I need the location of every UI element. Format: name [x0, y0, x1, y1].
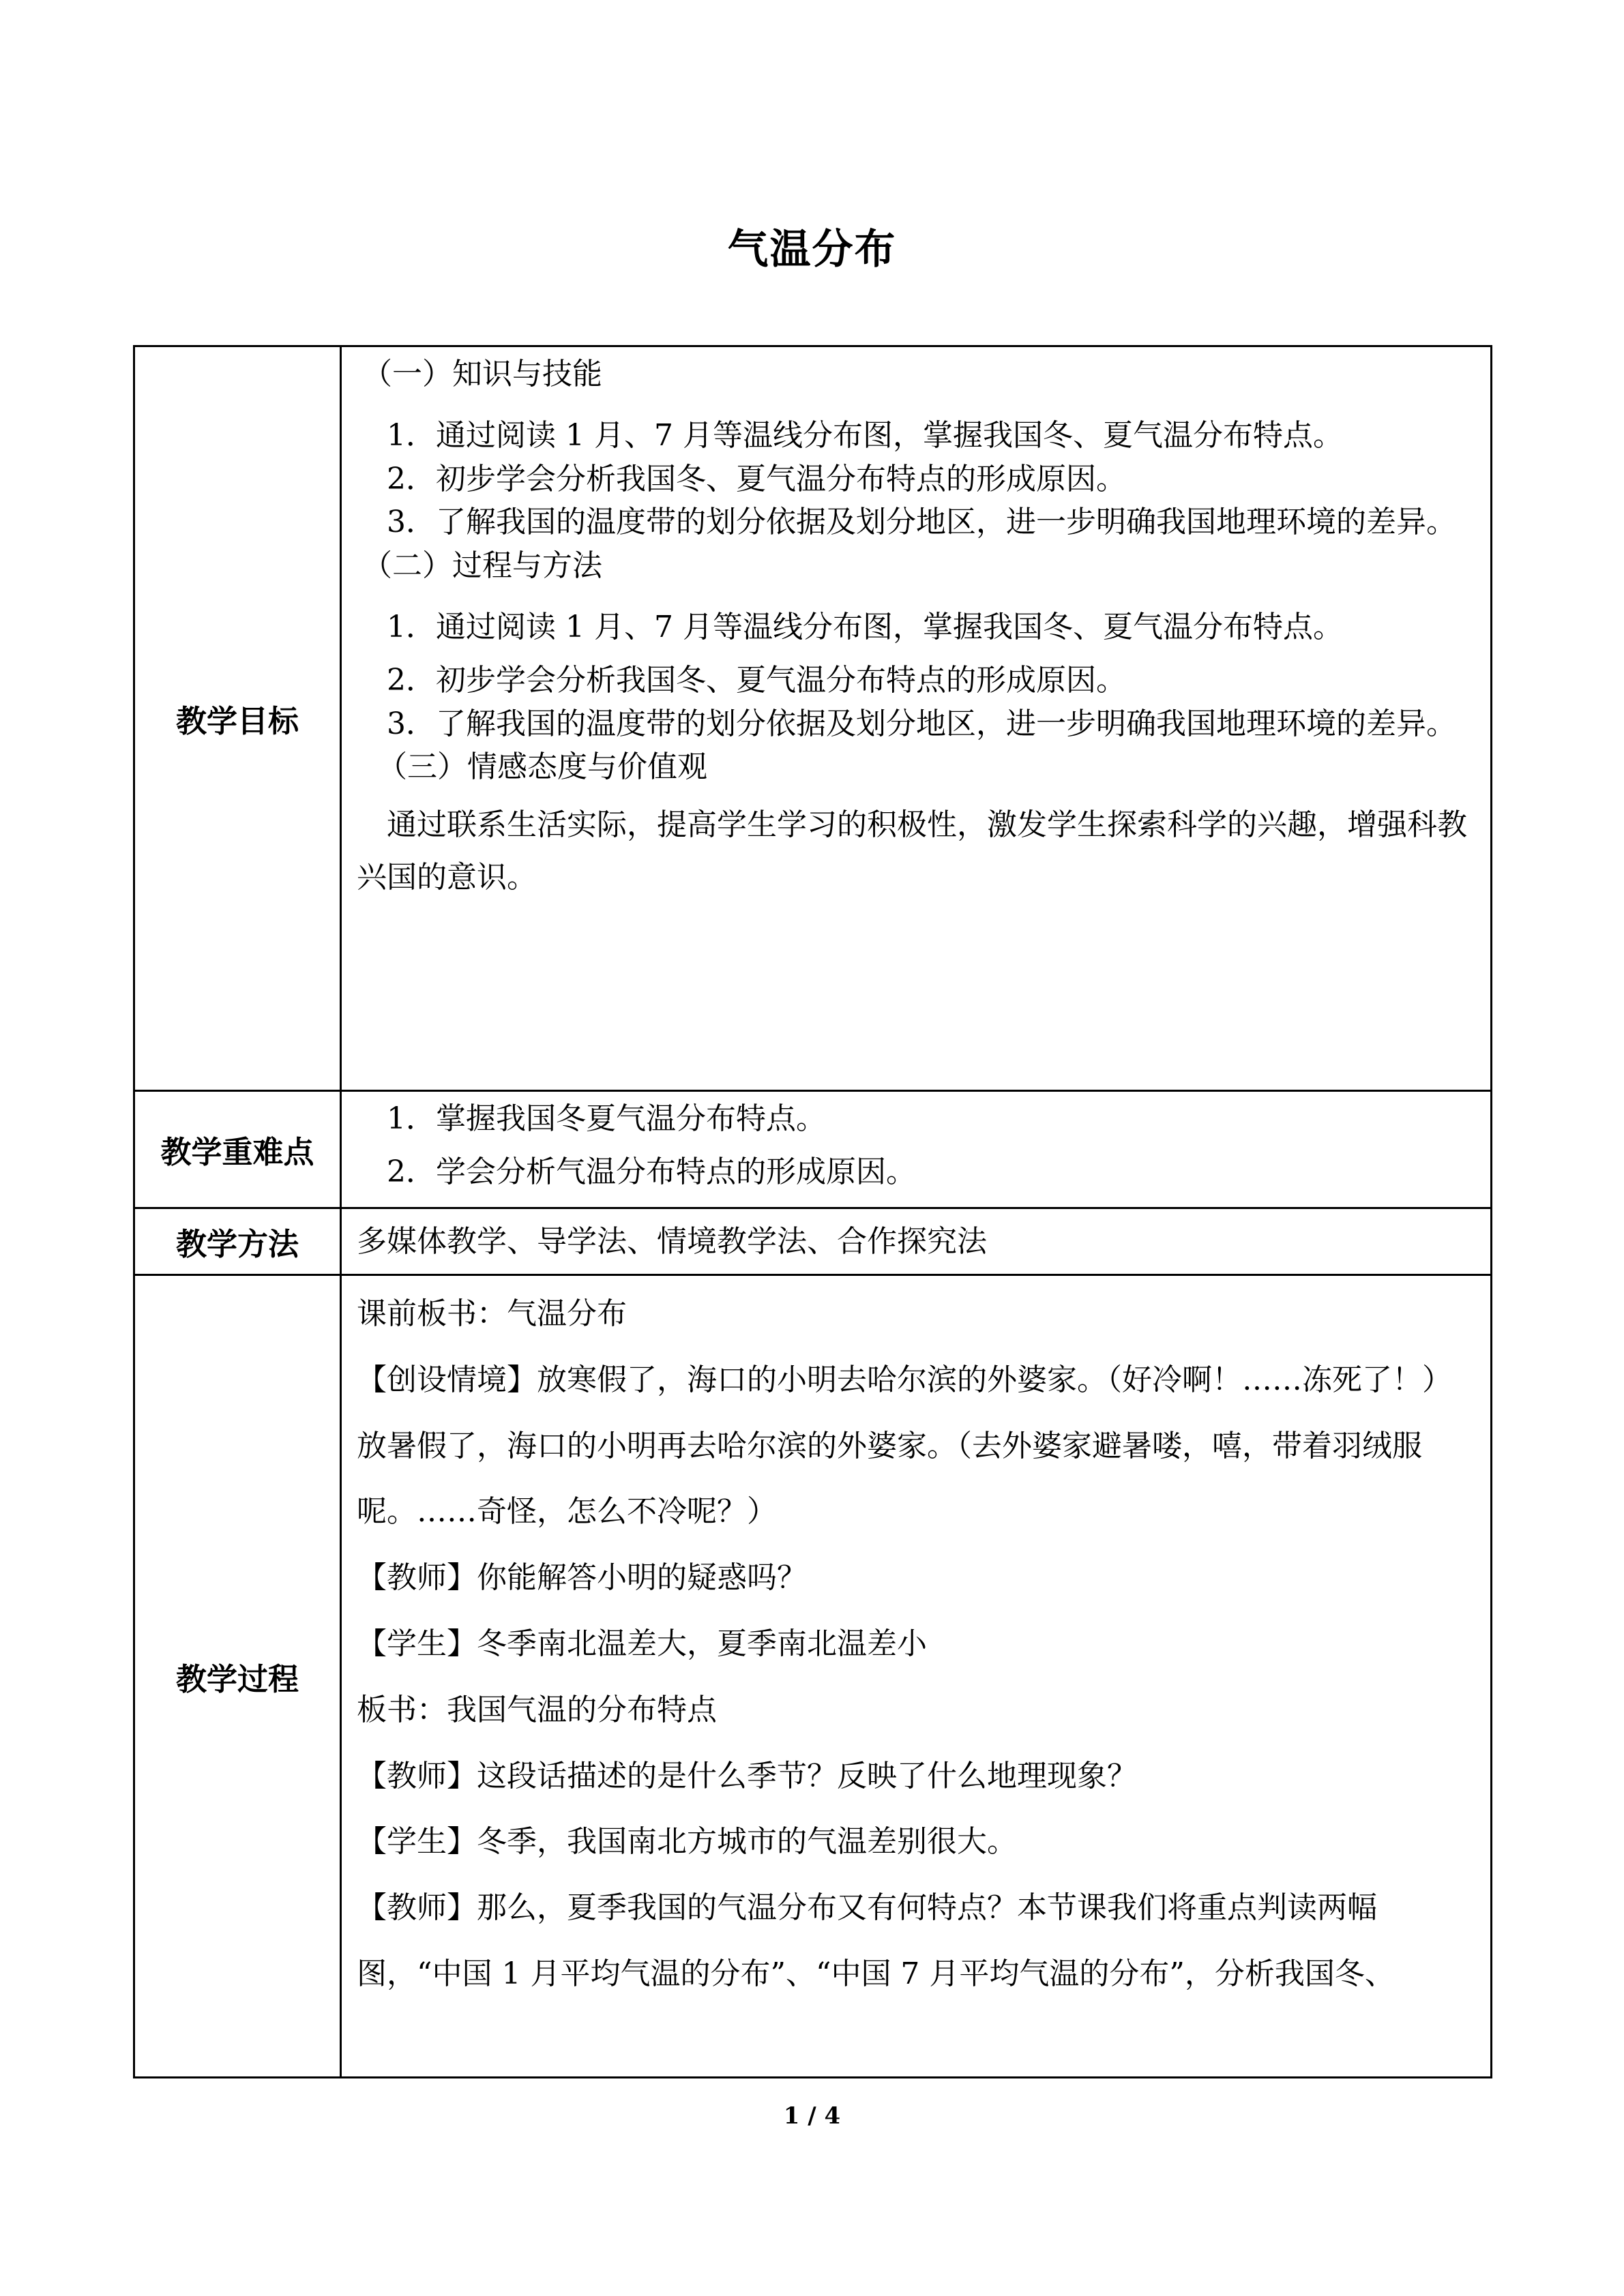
process-line: 【教师】你能解答小明的疑惑吗？ [357, 1560, 807, 1596]
objectives-item: 3．了解我国的温度带的划分依据及划分地区，进一步明确我国地理环境的差异。 [387, 505, 1456, 540]
row-label-objectives: 教学目标 [134, 346, 341, 1091]
process-line: 板书：我国气温的分布特点 [357, 1692, 717, 1727]
lesson-plan-table [133, 345, 1492, 2078]
process-line: 【创设情境】放寒假了，海口的小明去哈尔滨的外婆家。（好冷啊！……冻死了！） [357, 1362, 1452, 1397]
row-label-key-points: 教学重难点 [134, 1091, 341, 1208]
table-row [134, 1091, 1492, 1208]
objectives-heading-1: （一）知识与技能 [362, 357, 602, 391]
objectives-item: 1．通过阅读 1 月、7 月等温线分布图，掌握我国冬、夏气温分布特点。 [387, 417, 1343, 453]
methods-content [341, 1208, 1492, 1275]
objectives-item: 2．初步学会分析我国冬、夏气温分布特点的形成原因。 [387, 461, 1126, 496]
table-row [134, 346, 1492, 1091]
objectives-heading-2: （二）过程与方法 [362, 548, 602, 584]
objectives-item: 1．通过阅读 1 月、7 月等温线分布图，掌握我国冬、夏气温分布特点。 [387, 609, 1343, 644]
page-number: 1 / 4 [783, 2102, 841, 2130]
process-line: 【学生】冬季，我国南北方城市的气温差别很大。 [357, 1824, 1017, 1860]
row-label-process: 教学过程 [134, 1275, 341, 2078]
objectives-item: 2．初步学会分析我国冬、夏气温分布特点的形成原因。 [387, 662, 1126, 698]
objectives-item: 3．了解我国的温度带的划分依据及划分地区，进一步明确我国地理环境的差异。 [387, 706, 1456, 741]
key-point-item: 2．学会分析气温分布特点的形成原因。 [387, 1154, 916, 1189]
process-line: 【教师】这段话描述的是什么季节？反映了什么地理现象？ [357, 1758, 1137, 1793]
process-line: 【学生】冬季南北温差大，夏季南北温差小 [357, 1626, 927, 1661]
objectives-item: 通过联系生活实际，提高学生学习的积极性，激发学生探索科学的兴趣，增强科教兴国的意识。 [357, 807, 1467, 895]
key-points-content [341, 1091, 1492, 1208]
process-line: 放暑假了，海口的小明再去哈尔滨的外婆家。（去外婆家避暑喽，嘻，带着羽绒服呢。……奇怪，怎么不冷呢？） [357, 1428, 1422, 1530]
row-label-methods: 教学方法 [134, 1208, 341, 1275]
process-content [341, 1275, 1492, 2078]
process-line: 【教师】那么，夏季我国的气温分布又有何特点？本节课我们将重点判读两幅图，“中国 1 月平均气温的分布”、“中国 7 月平均气温的分布”，分析我国冬、 [357, 1890, 1395, 1991]
methods-text: 多媒体教学、导学法、情境教学法、合作探究法 [357, 1223, 987, 1259]
objectives-content [341, 346, 1492, 1091]
page-title: 气温分布 [727, 226, 897, 273]
key-point-item: 1．掌握我国冬夏气温分布特点。 [387, 1101, 826, 1136]
process-line: 课前板书：气温分布 [357, 1296, 627, 1331]
objectives-heading-3: （三）情感态度与价值观 [377, 749, 707, 785]
table-row [134, 1275, 1492, 2078]
table-row [134, 1208, 1492, 1275]
